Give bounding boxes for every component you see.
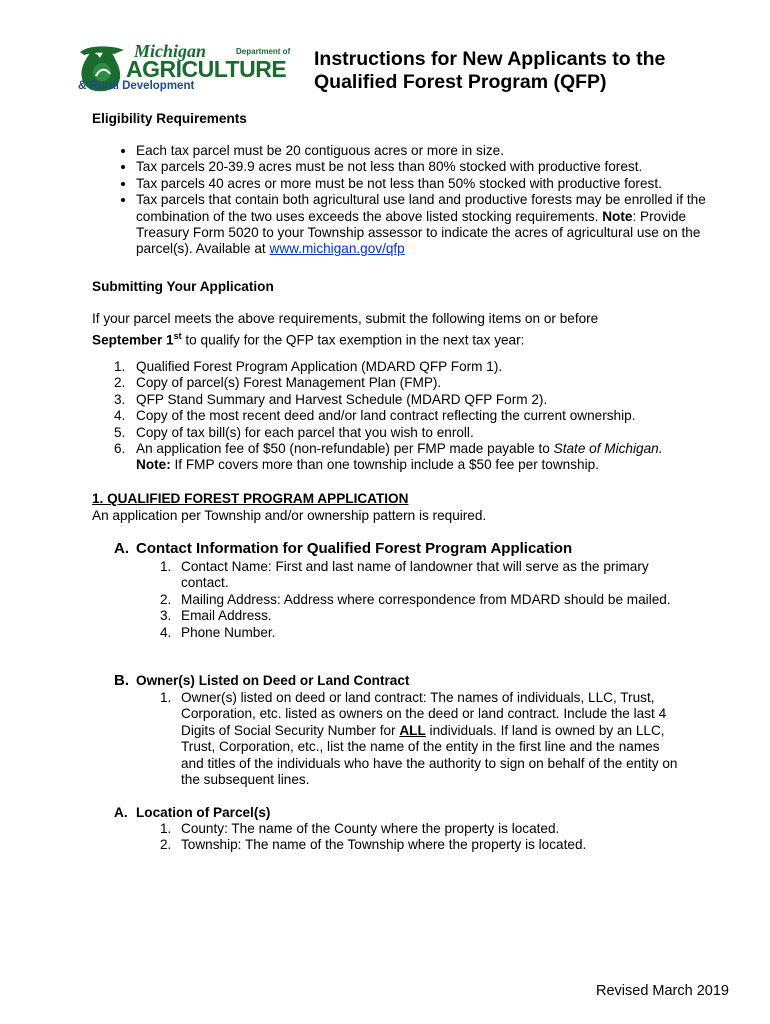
eligibility-item-text: Tax parcels that contain both agricultural use land and productive forests may be enrolled if the combination of the two uses exceeds the above listed stocking requirements. xyxy=(136,192,706,224)
list-item-number: 1. xyxy=(160,821,172,836)
list-item xyxy=(114,375,684,391)
section-b-list xyxy=(160,690,680,788)
list-item-number: 6. xyxy=(114,441,126,457)
list-item-text: Contact Name: First and last name of landowner that will serve as the primary contact. xyxy=(181,559,649,591)
list-item-text xyxy=(136,441,662,474)
section-b-letter: B. xyxy=(114,672,129,689)
list-item-number: 4. xyxy=(160,624,172,640)
list-item xyxy=(160,559,680,592)
fee-note-label: Note: xyxy=(136,457,171,473)
section-location-letter: A. xyxy=(114,805,128,820)
submitting-intro-rest: to qualify for the QFP tax exemption in the next tax year: xyxy=(181,332,525,348)
list-item-text: County: The name of the County where the property is located. xyxy=(181,821,560,836)
page-title-line1: Instructions for New Applicants to the xyxy=(314,48,666,70)
page-title-line2: Qualified Forest Program (QFP) xyxy=(314,71,607,93)
page-title xyxy=(314,48,754,94)
list-item xyxy=(160,625,680,641)
mdard-logo xyxy=(74,41,306,94)
payee-text: State of Michigan. xyxy=(553,441,663,457)
list-item xyxy=(114,408,684,424)
eligibility-item: • Tax parcels 20-39.9 acres must be not less than 80% stocked with productive forest. xyxy=(136,159,726,175)
section-location-heading xyxy=(114,805,270,820)
list-item-number: 2. xyxy=(160,837,172,853)
list-item-text: Mailing Address: Address where correspondence from MDARD should be mailed. xyxy=(181,591,671,607)
list-item-text: Qualified Forest Program Application (MDARD QFP Form 1). xyxy=(136,359,503,374)
list-item-text: Township: The name of the Township where the property is located. xyxy=(181,837,587,853)
list-item-number: 1. xyxy=(160,559,172,574)
section-a-letter: A. xyxy=(114,540,129,557)
eligibility-heading: Eligibility Requirements xyxy=(92,111,247,126)
section-b-title: Owner(s) Listed on Deed or Land Contract xyxy=(136,673,410,688)
list-item-number: 3. xyxy=(160,608,172,624)
owner-text-b: individuals. If land is owned by an LLC, Trust, Corporation, etc., list the name of the entity in the first line and the names and titles of the individuals who have the authority to sign on behalf of the entity on the subsequent lines. xyxy=(181,722,678,788)
owner-all-emphasis: ALL xyxy=(399,722,426,738)
eligibility-item: • Each tax parcel must be 20 contiguous acres or more in size. xyxy=(136,143,726,159)
list-item-text: Copy of the most recent deed and/or land contract reflecting the current ownership. xyxy=(136,408,636,424)
list-item xyxy=(160,690,680,788)
submitting-heading: Submitting Your Application xyxy=(92,279,274,294)
submitting-intro-line1: If your parcel meets the above requirements, submit the following items on or before xyxy=(92,311,599,326)
logo-agriculture-text: AGRICULTURE xyxy=(126,56,287,82)
submitting-intro xyxy=(92,311,652,349)
list-item-number: 1. xyxy=(160,690,172,705)
list-item xyxy=(160,821,680,837)
list-item xyxy=(114,392,684,408)
qfp-website-link[interactable]: www.michigan.gov/qfp xyxy=(269,241,405,257)
list-item-text: Phone Number. xyxy=(181,624,276,640)
logo-michigan-text: Michigan xyxy=(134,41,207,61)
list-item-text: Email Address. xyxy=(181,608,272,624)
logo-rural-text: & Rural Development xyxy=(78,80,195,92)
section-a-list xyxy=(160,559,680,641)
eligibility-note-text: : Provide Treasury Form 5020 to your Township assessor to indicate the acres of agricultural use on the parcel(s). Available at xyxy=(136,208,701,257)
list-item-number: 3. xyxy=(114,391,126,407)
list-item-text: QFP Stand Summary and Harvest Schedule (MDARD QFP Form 2). xyxy=(136,391,548,407)
section1-intro: An application per Township and/or ownership pattern is required. xyxy=(92,508,487,523)
owner-text-a: Owner(s) listed on deed or land contract: The names of individuals, LLC, Trust, Corporation, etc. listed as owners on the deed or land contract. Include the last 4 Digits of Social Security Number for xyxy=(181,690,667,738)
list-item xyxy=(114,425,684,441)
list-item xyxy=(160,592,680,608)
eligibility-note-label: Note xyxy=(602,208,633,224)
eligibility-list xyxy=(94,143,726,258)
submitting-deadline-sup: st xyxy=(173,330,182,341)
list-item-number: 2. xyxy=(114,375,126,391)
list-item-text: Copy of tax bill(s) for each parcel that you wish to enroll. xyxy=(136,424,474,440)
list-item-number: 1. xyxy=(114,359,126,374)
list-item xyxy=(114,359,684,375)
section-location-list xyxy=(160,821,680,854)
fee-note-text: If FMP covers more than one township include a $50 fee per township. xyxy=(170,457,599,473)
submitting-deadline: September 1 xyxy=(92,332,174,348)
section-location-title: Location of Parcel(s) xyxy=(136,805,271,820)
submitting-list xyxy=(114,359,684,474)
section-b-heading xyxy=(114,672,409,690)
list-item xyxy=(160,837,680,853)
section1-heading: 1. QUALIFIED FOREST PROGRAM APPLICATION xyxy=(92,491,409,506)
eligibility-item xyxy=(136,192,726,258)
list-item-number: 5. xyxy=(114,424,126,440)
fee-text: An application fee of $50 (non-refundable) per FMP made payable to xyxy=(136,441,554,457)
section-a-title: Contact Information for Qualified Forest Program Application xyxy=(136,540,573,557)
list-item-text: Copy of parcel(s) Forest Management Plan (FMP). xyxy=(136,375,442,391)
logo-department-text: Department of xyxy=(236,47,291,56)
list-item-number: 4. xyxy=(114,408,126,424)
list-item xyxy=(114,441,684,474)
eligibility-item: • Tax parcels 40 acres or more must be not less than 50% stocked with productive forest. xyxy=(136,176,726,192)
list-item xyxy=(160,608,680,624)
revised-date: Revised March 2019 xyxy=(596,983,729,999)
list-item-number: 2. xyxy=(160,591,172,607)
list-item-text xyxy=(181,690,680,788)
section-a-heading xyxy=(114,540,572,557)
